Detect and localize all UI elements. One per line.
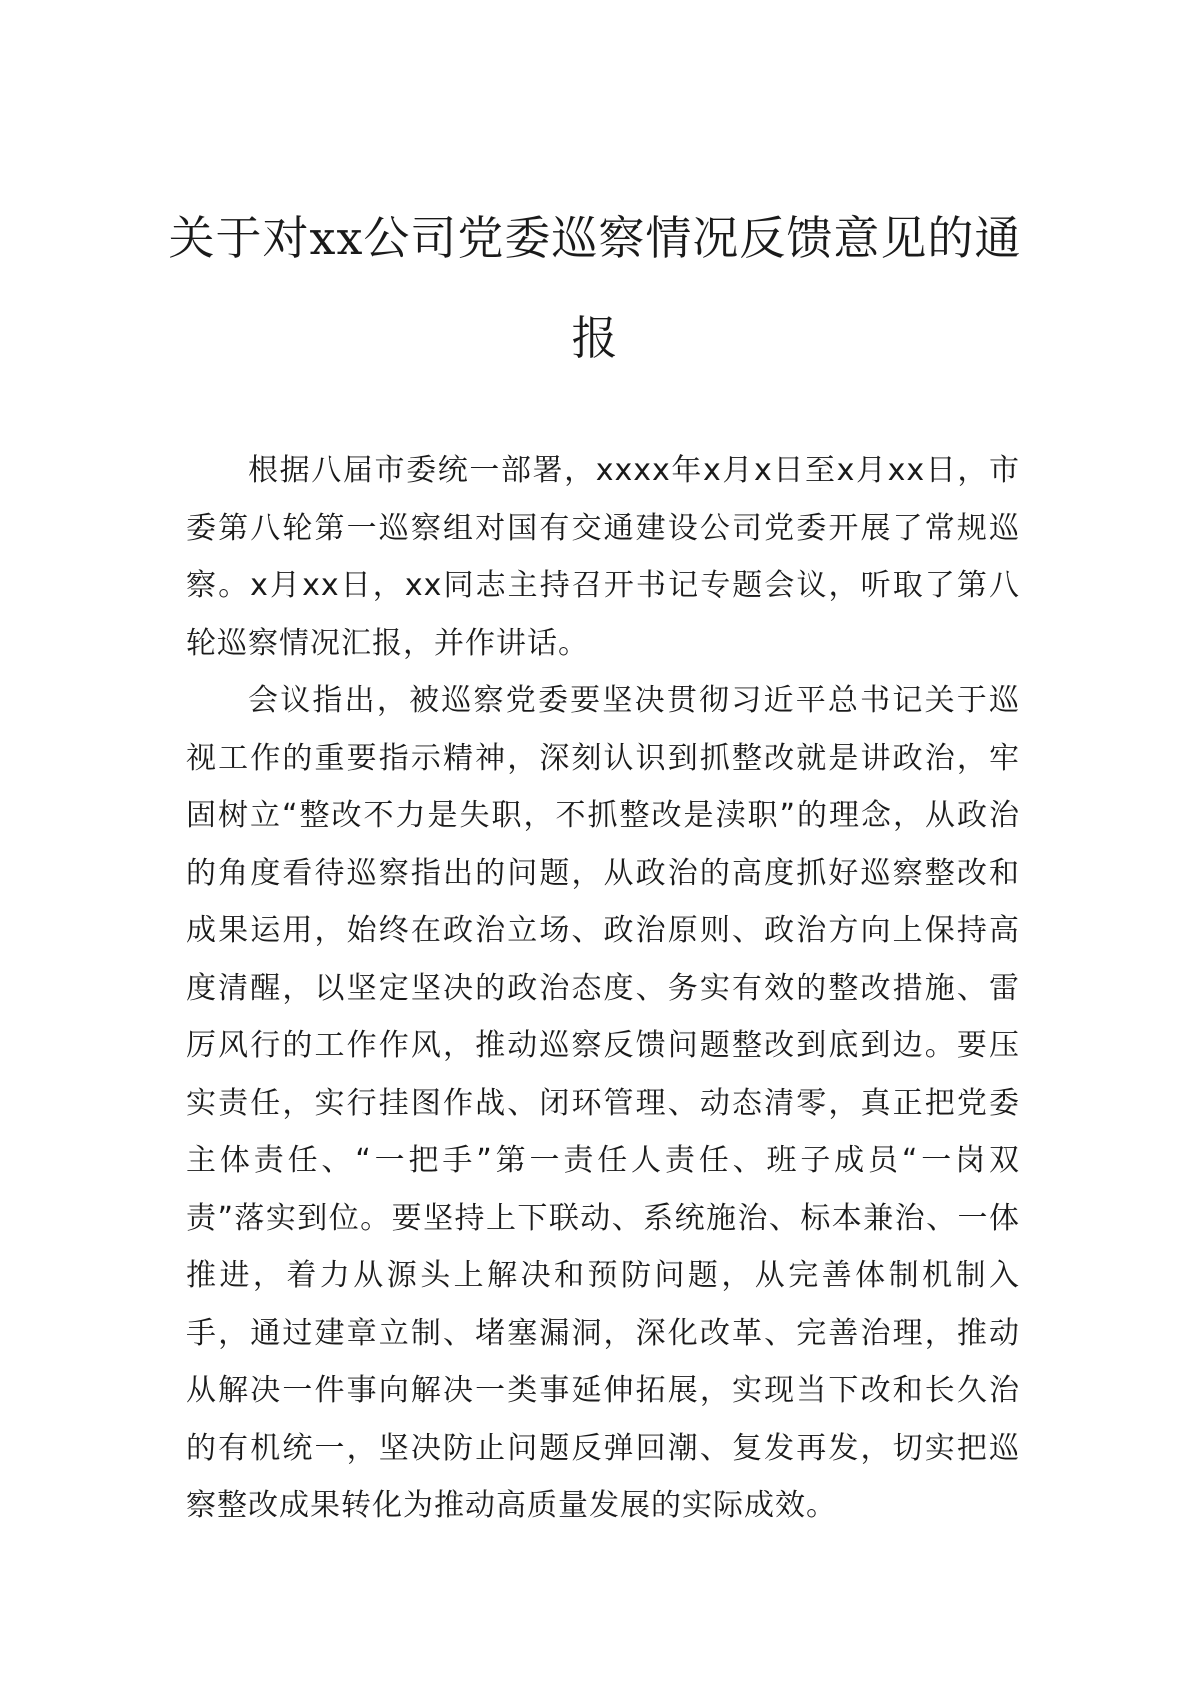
document-body bbox=[186, 442, 1020, 1535]
document-title: 关于对xx公司党委巡察情况反馈意见的通报 bbox=[168, 211, 1022, 365]
paragraph-1: 根据八届市委统一部署，xxxx年x月x日至x月xx日，市委第八轮第一巡察组对国有交通建设公司党委开展了常规巡察。x月xx日，xx同志主持召开书记专题会议，听取了第八轮巡察情况汇报，并作讲话。 bbox=[186, 453, 1020, 661]
paragraph-2: 会议指出，被巡察党委要坚决贯彻习近平总书记关于巡视工作的重要指示精神，深刻认识到抓整改就是讲政治，牢固树立“整改不力是失职，不抓整改是渎职”的理念，从政治的角度看待巡察指出的问题，从政治的高度抓好巡察整改和成果运用，始终在政治立场、政治原则、政治方向上保持高度清醒，以坚定坚决的政治态度、务实有效的整改措施、雷厉风行的工作作风，推动巡察反馈问题整改到底到边。要压实责任，实行挂图作战、闭环管理、动态清零，真正把党委主体责任、“一把手”第一责任人责任、班子成员“一岗双责”落实到位。要坚持上下联动、系统施治、标本兼治、一体推进，着力从源头上解决和预防问题，从完善体制机制入手，通过建章立制、堵塞漏洞，深化改革、完善治理，推动从解决一件事向解决一类事延伸拓展，实现当下改和长久治的有机统一，坚决防止问题反弹回潮、复发再发，切实把巡察整改成果转化为推动高质量发展的实际成效。 bbox=[186, 683, 1020, 1523]
